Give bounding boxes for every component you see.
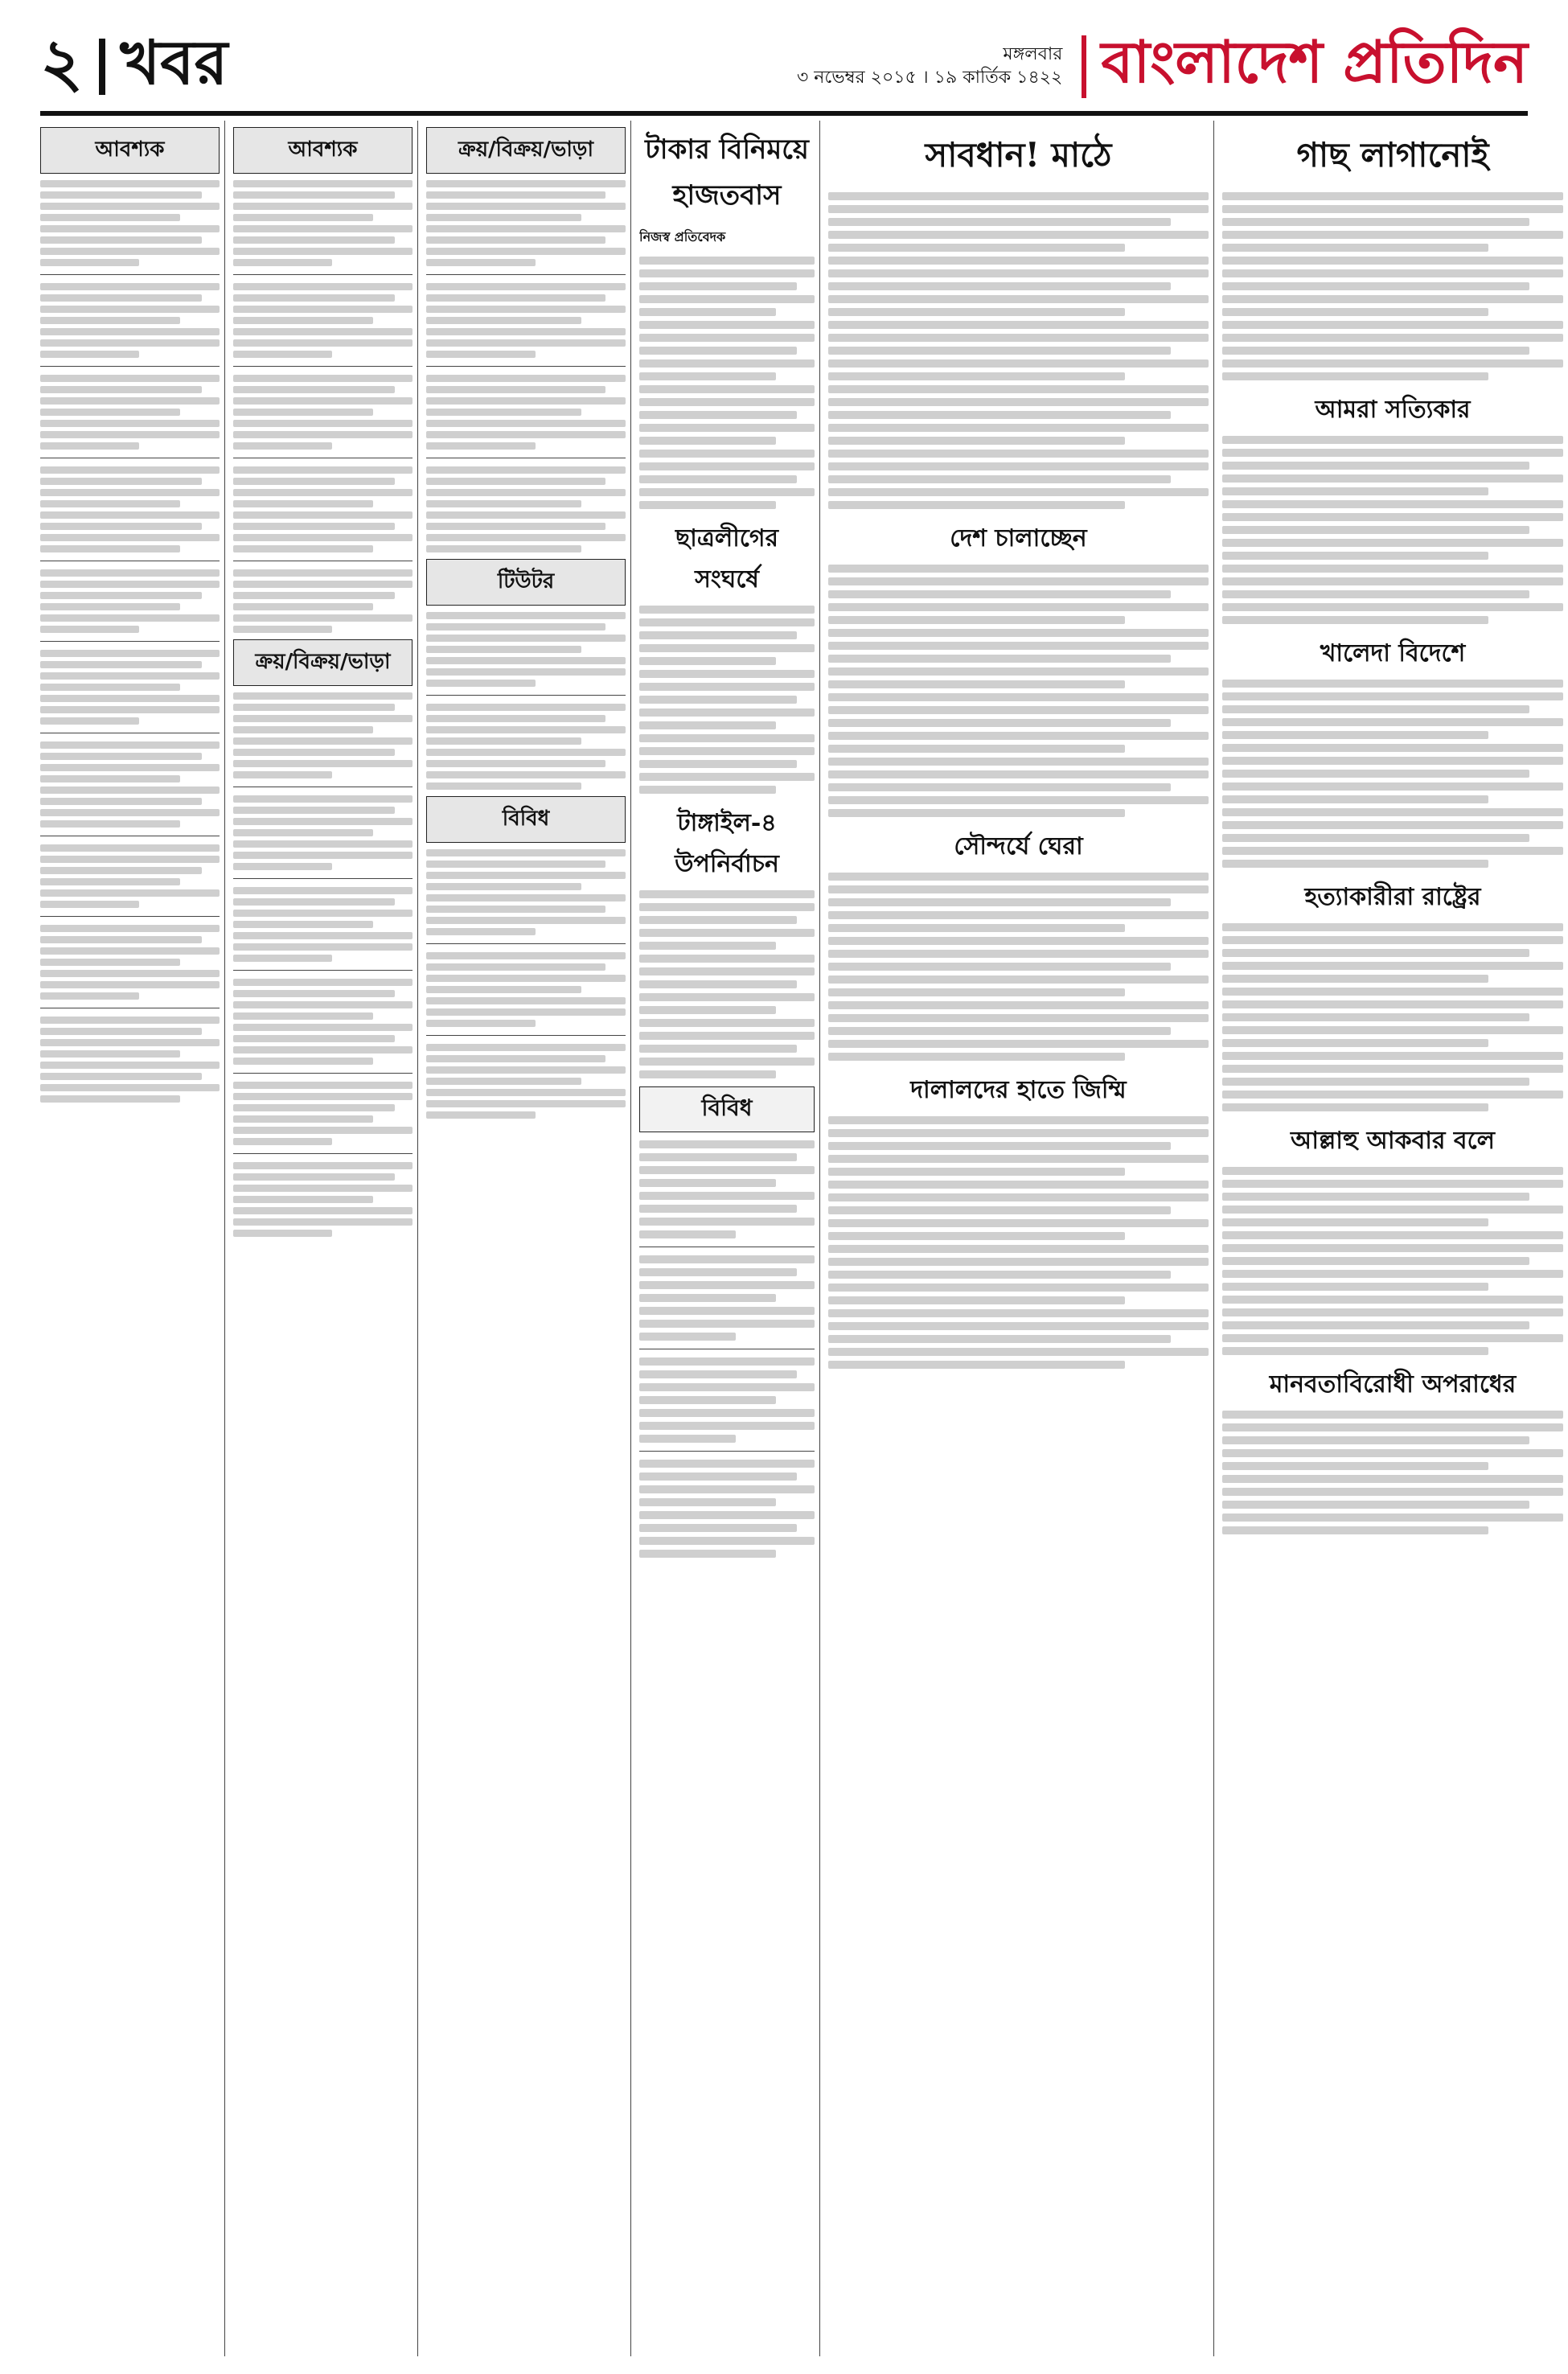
article-headline: টাকার বিনিময়ে হাজতবাস (645, 133, 809, 212)
article-body (828, 1116, 1209, 1369)
article-body (1222, 192, 1563, 380)
article-body (639, 257, 815, 509)
byline: নিজস্ব প্রতিবেদক (639, 229, 726, 244)
article-body (1222, 1167, 1563, 1355)
article-body (828, 873, 1209, 1061)
weekday: মঙ্গলবার (1003, 44, 1063, 65)
article-subhead: হত্যাকারীরা রাষ্ট্রের (1304, 883, 1481, 911)
article-body (828, 565, 1209, 817)
masthead-separator (99, 39, 105, 95)
masthead-rule (40, 111, 1528, 116)
article-body (1222, 436, 1563, 624)
article-subhead: মানবতাবিরোধী অপরাধের (1269, 1370, 1517, 1399)
column-1 (40, 121, 225, 2356)
classified-title: আবশ্যক (40, 127, 220, 174)
article-headline: গাছ লাগানোই (1296, 135, 1489, 175)
classified-title-misc: বিবিধ (426, 796, 626, 843)
column-2 (233, 121, 418, 2356)
page-grid (40, 121, 1528, 2356)
article-subhead: দেশ চালাচ্ছেন (950, 524, 1087, 552)
article-body (1222, 1411, 1563, 1534)
article-subhead: আমরা সত্যিকার (1315, 396, 1471, 424)
dates: ৩ নভেম্বর ২০১৫ । ১৯ কার্তিক ১৪২২ (796, 68, 1063, 88)
classified-title-tutor: টিউটর (426, 559, 626, 606)
article-body (1222, 680, 1563, 868)
masthead-date-block (797, 43, 1062, 89)
column-6 (1222, 121, 1568, 2356)
classified-block (233, 180, 413, 633)
classified-block (426, 180, 626, 552)
brand-bar (1082, 35, 1086, 98)
article-body (828, 192, 1209, 509)
column-5 (828, 121, 1214, 2356)
section-label: বিবিধ (639, 1086, 815, 1132)
classified-title: আবশ্যক (233, 127, 413, 174)
column-3 (426, 121, 631, 2356)
classified-block (426, 849, 626, 1119)
article-subhead: ছাত্রলীগের সংঘর্ষে (675, 524, 779, 594)
article-headline: সাবধান! মাঠে (925, 135, 1112, 175)
page-number: ২ (40, 23, 85, 101)
article-body (639, 606, 815, 794)
classified-block (40, 180, 220, 1103)
classified-title-buysell: ক্রয়/বিক্রয়/ভাড়া (233, 639, 413, 686)
column-4 (639, 121, 820, 2356)
article-body (639, 890, 815, 1078)
newspaper-brand: বাংলাদেশ প্রতিদিন (1101, 27, 1528, 96)
classified-title: ক্রয়/বিক্রয়/ভাড়া (426, 127, 626, 174)
article-subhead: আল্লাহু আকবার বলে (1290, 1127, 1496, 1155)
classified-block (233, 692, 413, 1237)
masthead-left (40, 12, 228, 122)
masthead (40, 23, 1528, 111)
article-body (1222, 923, 1563, 1111)
article-subhead: টাঙ্গাইল-৪ উপনির্বাচন (675, 809, 779, 878)
article-subhead: সৌন্দর্যে ঘেরা (954, 832, 1083, 860)
classified-block (639, 1140, 815, 1558)
section-name: খবর (120, 26, 228, 98)
classified-block (426, 612, 626, 790)
article-subhead: দালালদের হাতে জিম্মি (910, 1076, 1127, 1104)
article-subhead: খালেদা বিদেশে (1320, 639, 1466, 667)
